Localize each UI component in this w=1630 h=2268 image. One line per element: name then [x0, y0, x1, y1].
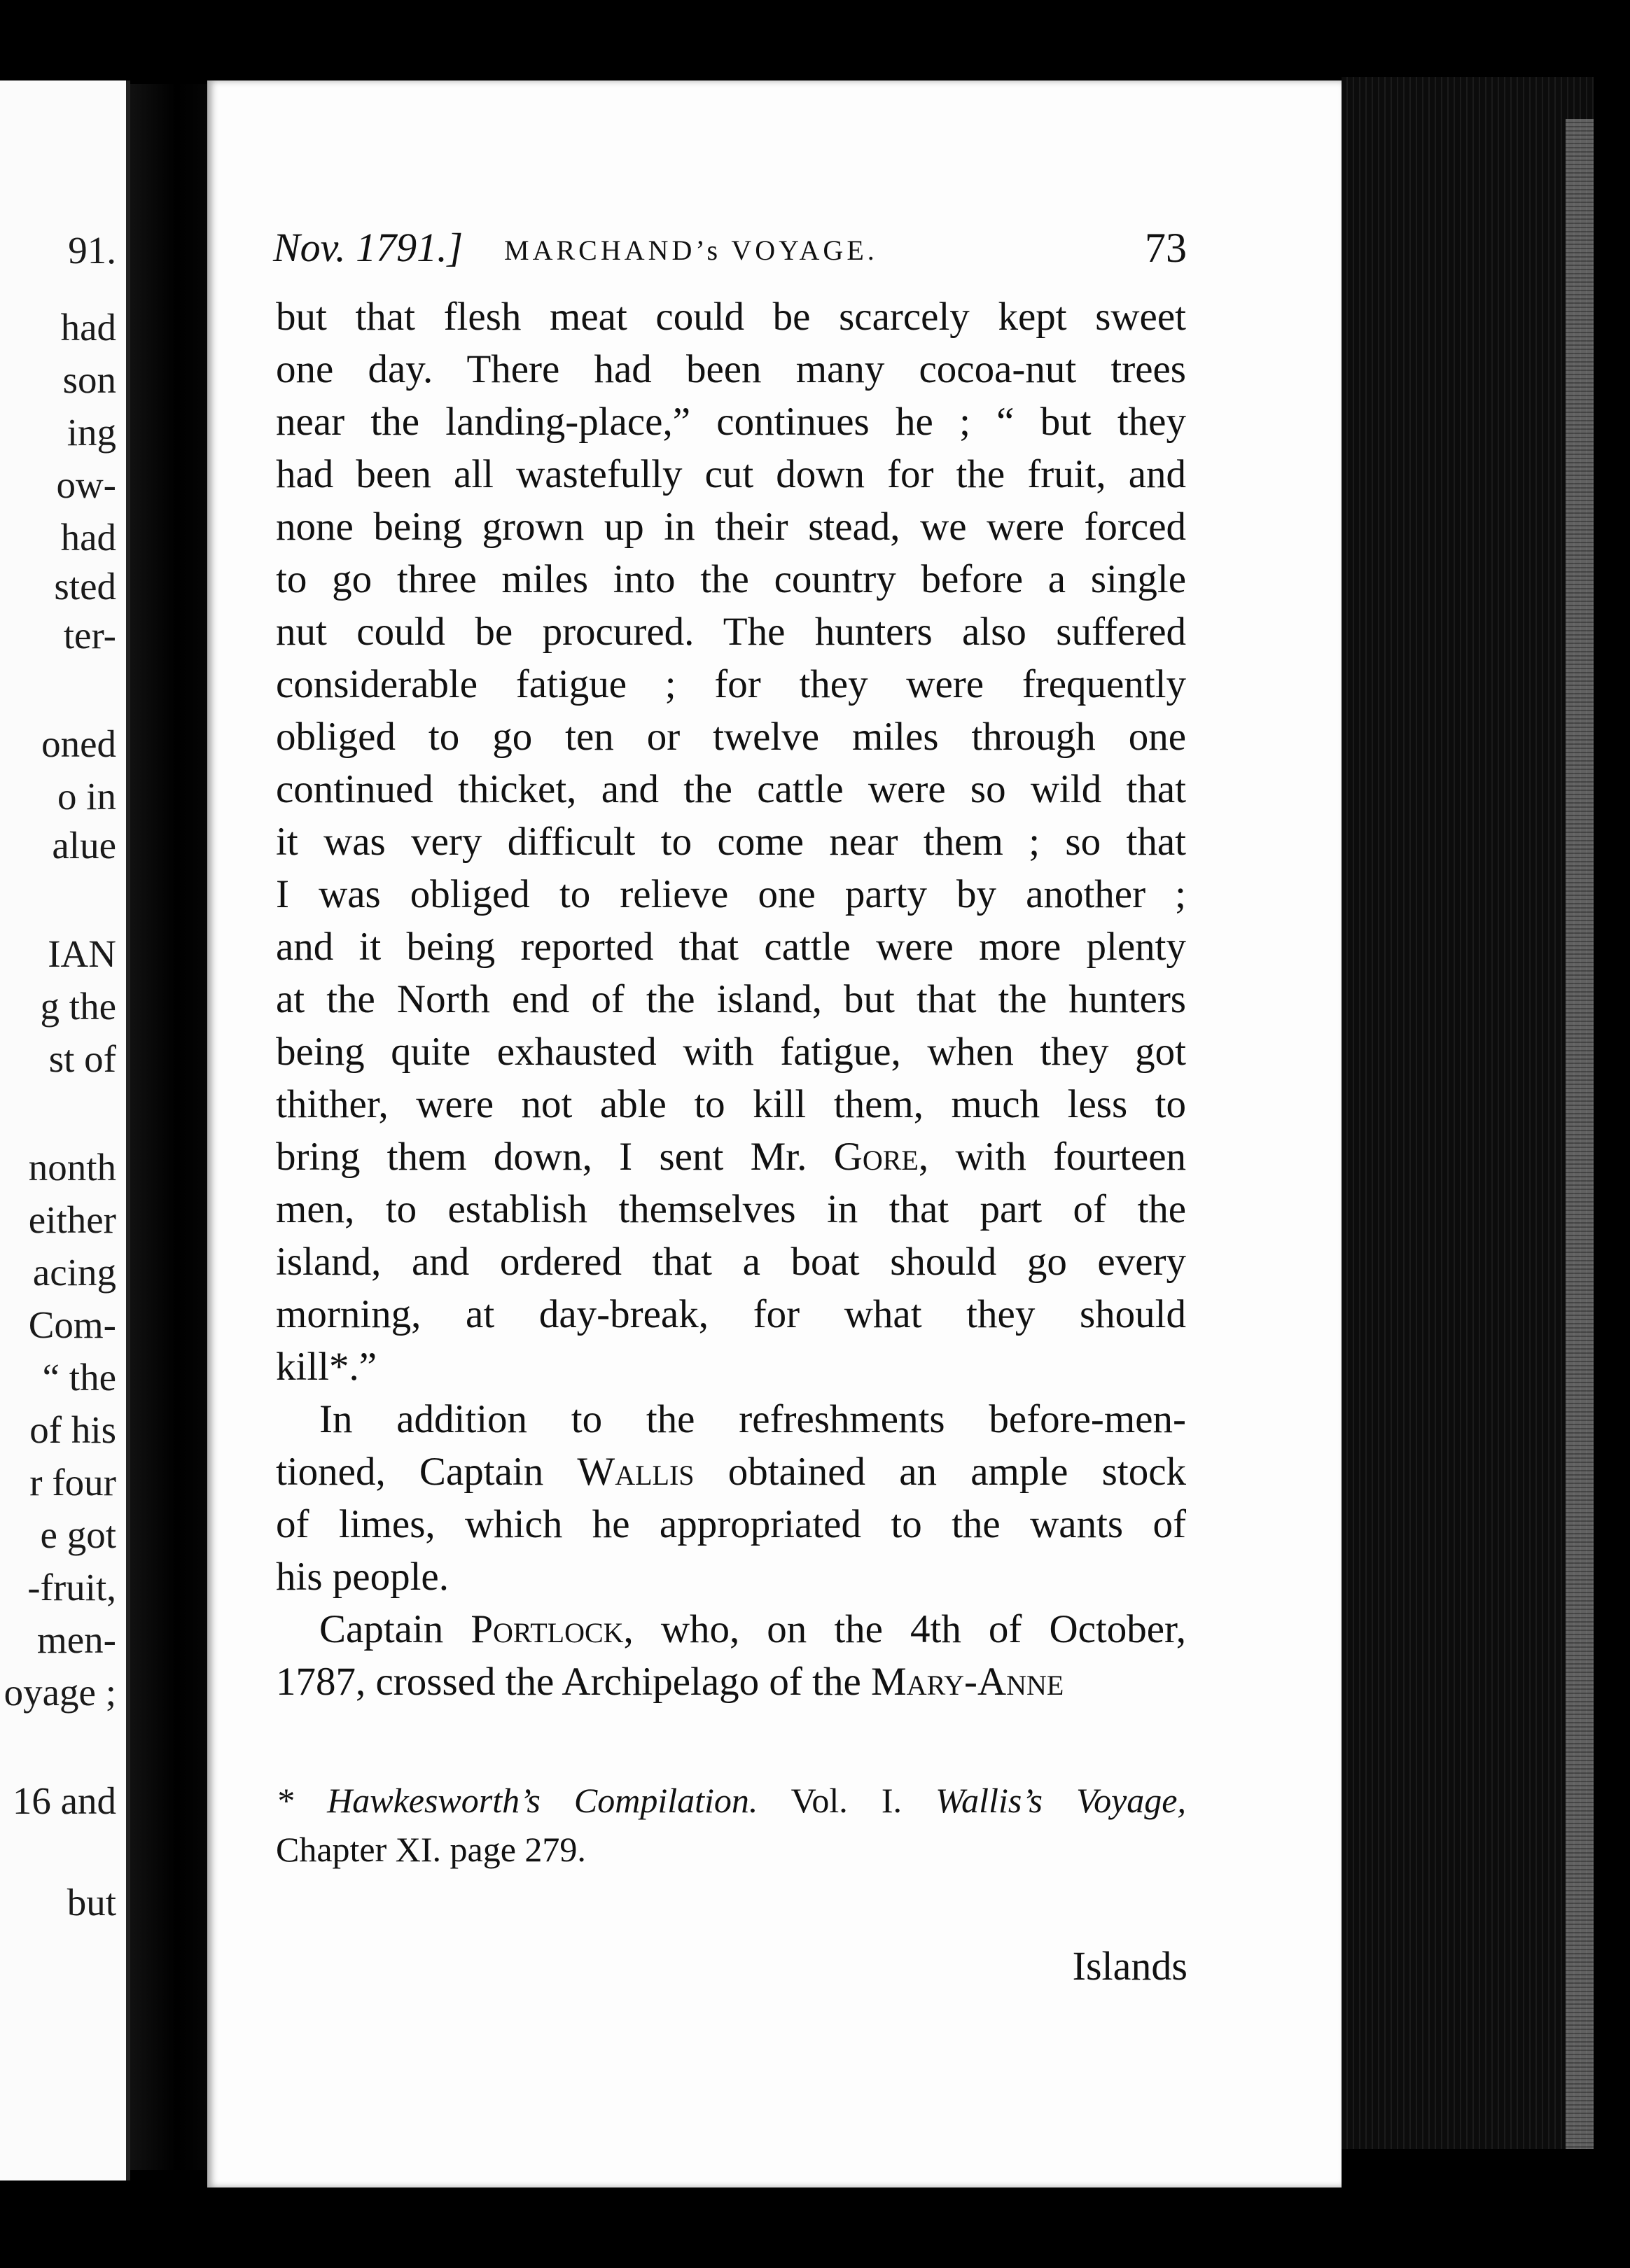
text-line: none being grown up in their stead, we were forced [276, 505, 1186, 549]
text-line: obliged to go ten or twelve miles through one [276, 715, 1186, 759]
left-page-line: ing [67, 411, 116, 454]
small-caps-name: Portlock [471, 1607, 624, 1651]
text-line: and it being reported that cattle were more plenty [276, 925, 1186, 969]
left-page-line: 91. [68, 229, 116, 272]
text-line: near the landing-place,” continues he ; “ but they [276, 400, 1186, 444]
small-caps-name: Wallis [577, 1450, 695, 1494]
text-line: nut could be procured. The hunters also suffered [276, 610, 1186, 654]
left-page-line: nonth [28, 1146, 116, 1189]
text-line: at the North end of the island, but that the hunters [276, 977, 1186, 1021]
book-gutter [130, 84, 207, 2170]
text-line: one day. There had been many cocoa-nut trees [276, 347, 1186, 391]
text-line: it was very difficult to come near them ; so that [276, 820, 1186, 864]
text-line: but that flesh meat could be scarcely kept sweet [276, 295, 1186, 339]
left-page-line: had [60, 516, 116, 559]
catchword: Islands [1072, 1943, 1187, 1989]
text-line: to go three miles into the country before a single [276, 557, 1186, 601]
book-page [207, 80, 1342, 2188]
footnote-line [276, 1776, 1186, 1825]
left-page-line: oned [41, 722, 116, 765]
page-number: 73 [1145, 225, 1187, 271]
left-page-line: of his [29, 1408, 116, 1451]
left-page-line: IAN [48, 932, 116, 975]
left-page-line: g the [40, 985, 116, 1028]
left-page-line: oyage ; [4, 1671, 116, 1714]
text-line: island, and ordered that a boat should go every [276, 1240, 1186, 1284]
body-text [276, 290, 1186, 1708]
text-line: bring them down, I sent Mr. Gore, with fourteen [276, 1135, 1186, 1179]
text-line: his people. [276, 1555, 449, 1599]
page-edges [1342, 77, 1594, 2149]
left-page-line: Com- [28, 1303, 116, 1346]
text-line: considerable fatigue ; for they were frequently [276, 662, 1186, 706]
running-header [273, 224, 1187, 280]
text-line: Captain Portlock, who, on the 4th of October, [319, 1607, 1186, 1651]
footnote-volume: Vol. I. [790, 1781, 902, 1820]
left-page-line: -fruit, [27, 1566, 116, 1609]
left-page-line: had [60, 306, 116, 349]
left-page-line: r four [29, 1461, 116, 1504]
left-page-line: but [67, 1881, 116, 1924]
text-line: morning, at day-break, for what they should [276, 1292, 1186, 1336]
page-edge-strip [1566, 119, 1594, 2149]
left-page-line: ow- [56, 463, 116, 506]
text-line: tioned, Captain Wallis obtained an ample stock [276, 1450, 1186, 1494]
left-page-line: either [28, 1198, 116, 1241]
text-line: had been all wastefully cut down for the fruit, and [276, 452, 1186, 496]
footnote-title: Wallis’s Voyage, [935, 1781, 1186, 1820]
text-line: continued thicket, and the cattle were so wild that [276, 767, 1186, 811]
left-page-line: e got [40, 1513, 116, 1556]
text-line: thither, were not able to kill them, much less to [276, 1082, 1186, 1126]
text-line: men, to establish themselves in that part of the [276, 1187, 1186, 1231]
left-page-line: acing [32, 1251, 116, 1294]
text-line: of limes, which he appropriated to the wants of [276, 1502, 1186, 1546]
left-page-line: ter- [63, 614, 116, 657]
left-page-line: 16 and [12, 1779, 116, 1822]
small-caps-name: Mary-Anne [871, 1660, 1064, 1704]
text-line: In addition to the refreshments before-men- [319, 1397, 1186, 1441]
left-page-line: men- [36, 1618, 116, 1661]
footnote [276, 1776, 1186, 1874]
text-line: being quite exhausted with fatigue, when they got [276, 1030, 1186, 1074]
footnote-author: * Hawkesworth’s Compilation. [276, 1781, 758, 1820]
left-page-line: son [62, 358, 116, 401]
text-line: kill*.” [276, 1345, 377, 1389]
footnote-line: Chapter XI. page 279. [276, 1830, 586, 1869]
header-title: MARCHAND’s VOYAGE. [504, 234, 878, 266]
left-page-line: st of [48, 1037, 116, 1080]
left-page-line: alue [52, 824, 116, 867]
left-page-line: “ the [42, 1356, 116, 1399]
left-facing-page [0, 80, 130, 2180]
text-line: I was obliged to relieve one party by another ; [276, 872, 1186, 916]
small-caps-name: Gore [833, 1135, 919, 1179]
left-page-line: sted [54, 565, 116, 608]
header-date: Nov. 1791.] [273, 225, 464, 270]
left-page-line: o in [57, 775, 116, 818]
text-line: 1787, crossed the Archipelago of the Mary-Anne [276, 1660, 1064, 1704]
